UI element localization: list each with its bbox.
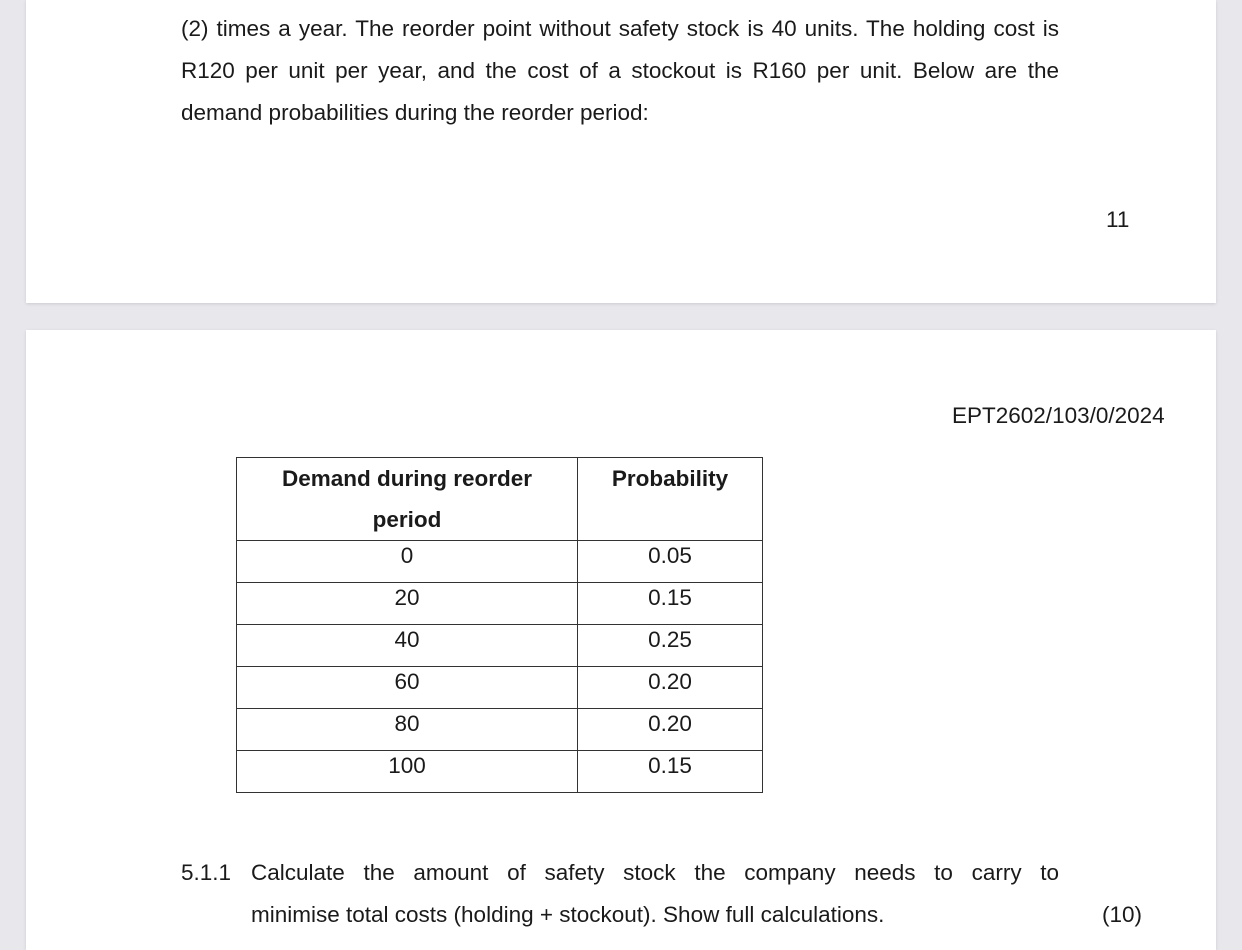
probability-cell: 0.20 xyxy=(578,709,763,751)
demand-cell: 60 xyxy=(237,667,578,709)
page-number: 11 xyxy=(1106,207,1130,232)
question-number: 5.1.1 xyxy=(181,860,232,885)
table-row xyxy=(237,583,763,625)
table-row xyxy=(237,709,763,751)
question-text-line1: Calculate the amount of safety stock the company needs to carry to xyxy=(251,860,1059,885)
document-page-top xyxy=(26,0,1216,303)
header-probability: Probability xyxy=(578,458,763,541)
question-marks: (10) xyxy=(1102,902,1143,927)
probability-cell: 0.25 xyxy=(578,625,763,667)
table-row xyxy=(237,667,763,709)
document-page-bottom xyxy=(26,330,1216,950)
table-row xyxy=(237,625,763,667)
demand-cell: 80 xyxy=(237,709,578,751)
probability-cell: 0.20 xyxy=(578,667,763,709)
document-code: EPT2602/103/0/2024 xyxy=(952,403,1165,428)
demand-cell: 40 xyxy=(237,625,578,667)
intro-paragraph: (2) times a year. The reorder point without safety stock is 40 units. The holding cost is R120 per unit per year, and the cost of a stockout is R160 per unit. Below are the demand probabilities during the reorder period: xyxy=(181,16,1059,125)
probability-cell: 0.15 xyxy=(578,583,763,625)
table-row xyxy=(237,751,763,793)
question-text-line2: minimise total costs (holding + stockout). Show full calculations. xyxy=(251,902,885,927)
header-demand: Demand during reorder period xyxy=(237,458,578,541)
table-row xyxy=(237,541,763,583)
table-header-row xyxy=(237,458,763,541)
demand-cell: 20 xyxy=(237,583,578,625)
probability-cell: 0.15 xyxy=(578,751,763,793)
demand-cell: 100 xyxy=(237,751,578,793)
demand-cell: 0 xyxy=(237,541,578,583)
probability-cell: 0.05 xyxy=(578,541,763,583)
demand-probability-table xyxy=(236,457,763,793)
